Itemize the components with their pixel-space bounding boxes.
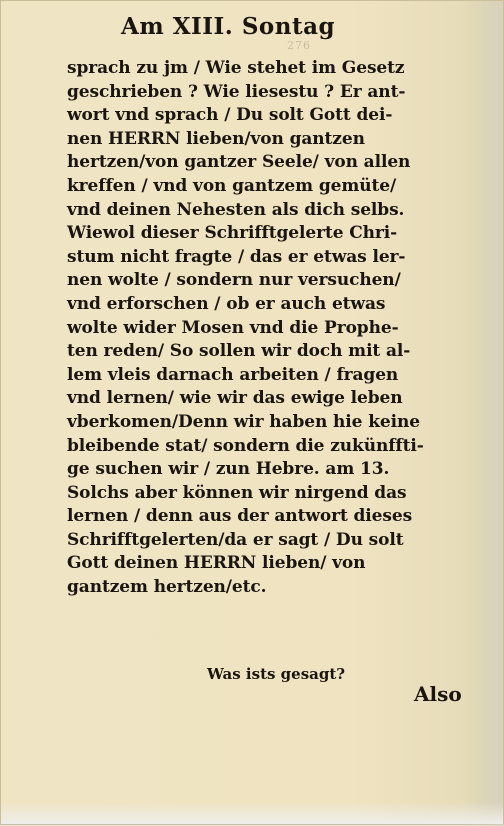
- page-bottom-edge: [1, 802, 503, 824]
- text-line: nen wolte / sondern nur versuchen/: [67, 270, 401, 291]
- text-line: ten reden/ So sollen wir doch mit al-: [67, 341, 411, 362]
- text-line: vnd erforschen / ob er auch etwas: [67, 293, 386, 314]
- running-header: Am XIII. Sontag: [121, 13, 336, 40]
- text-line: stum nicht fragte / das er etwas ler-: [67, 246, 406, 267]
- text-line: vberkomen/Denn wir haben hie keine: [67, 411, 420, 432]
- marginal-question: Was ists gesagt?: [207, 665, 346, 683]
- text-line: lem vleis darnach arbeiten / fragen: [67, 364, 399, 385]
- text-line: kreffen / vnd von gantzem gemüte/: [67, 175, 397, 196]
- text-line: lernen / denn aus der antwort dieses: [67, 506, 413, 527]
- text-line: wort vnd sprach / Du solt Gott dei-: [67, 105, 393, 126]
- page-edge-shading: [463, 1, 503, 826]
- bleed-through-page-number: 276: [287, 39, 311, 52]
- text-line: Wiewol dieser Schrifftgelerte Chri-: [67, 223, 398, 244]
- text-line: nen HERRN lieben/von gantzen: [67, 128, 365, 149]
- text-line: ge suchen wir / zun Hebre. am 13.: [67, 459, 390, 480]
- text-line: hertzen/von gantzer Seele/ von allen: [67, 152, 411, 173]
- text-line: wolte wider Mosen vnd die Prophe-: [67, 317, 399, 338]
- text-line: sprach zu jm / Wie stehet im Gesetz: [67, 58, 405, 78]
- text-line: vnd lernen/ wie wir das ewige leben: [67, 388, 403, 409]
- body-text: [67, 57, 467, 600]
- text-line: Solchs aber können wir nirgend das: [67, 482, 407, 503]
- text-line: Schrifftgelerten/da er sagt / Du solt: [67, 529, 404, 550]
- text-line: bleibende stat/ sondern die zukünffti-: [67, 435, 424, 456]
- text-line: Gott deinen HERRN lieben/ von: [67, 553, 366, 574]
- text-line: geschrieben ? Wie liesestu ? Er ant-: [67, 81, 406, 102]
- text-line: vnd deinen Nehesten als dich selbs.: [67, 199, 405, 220]
- catchword: Also: [414, 682, 462, 706]
- text-line: gantzem hertzen/etc.: [67, 577, 267, 598]
